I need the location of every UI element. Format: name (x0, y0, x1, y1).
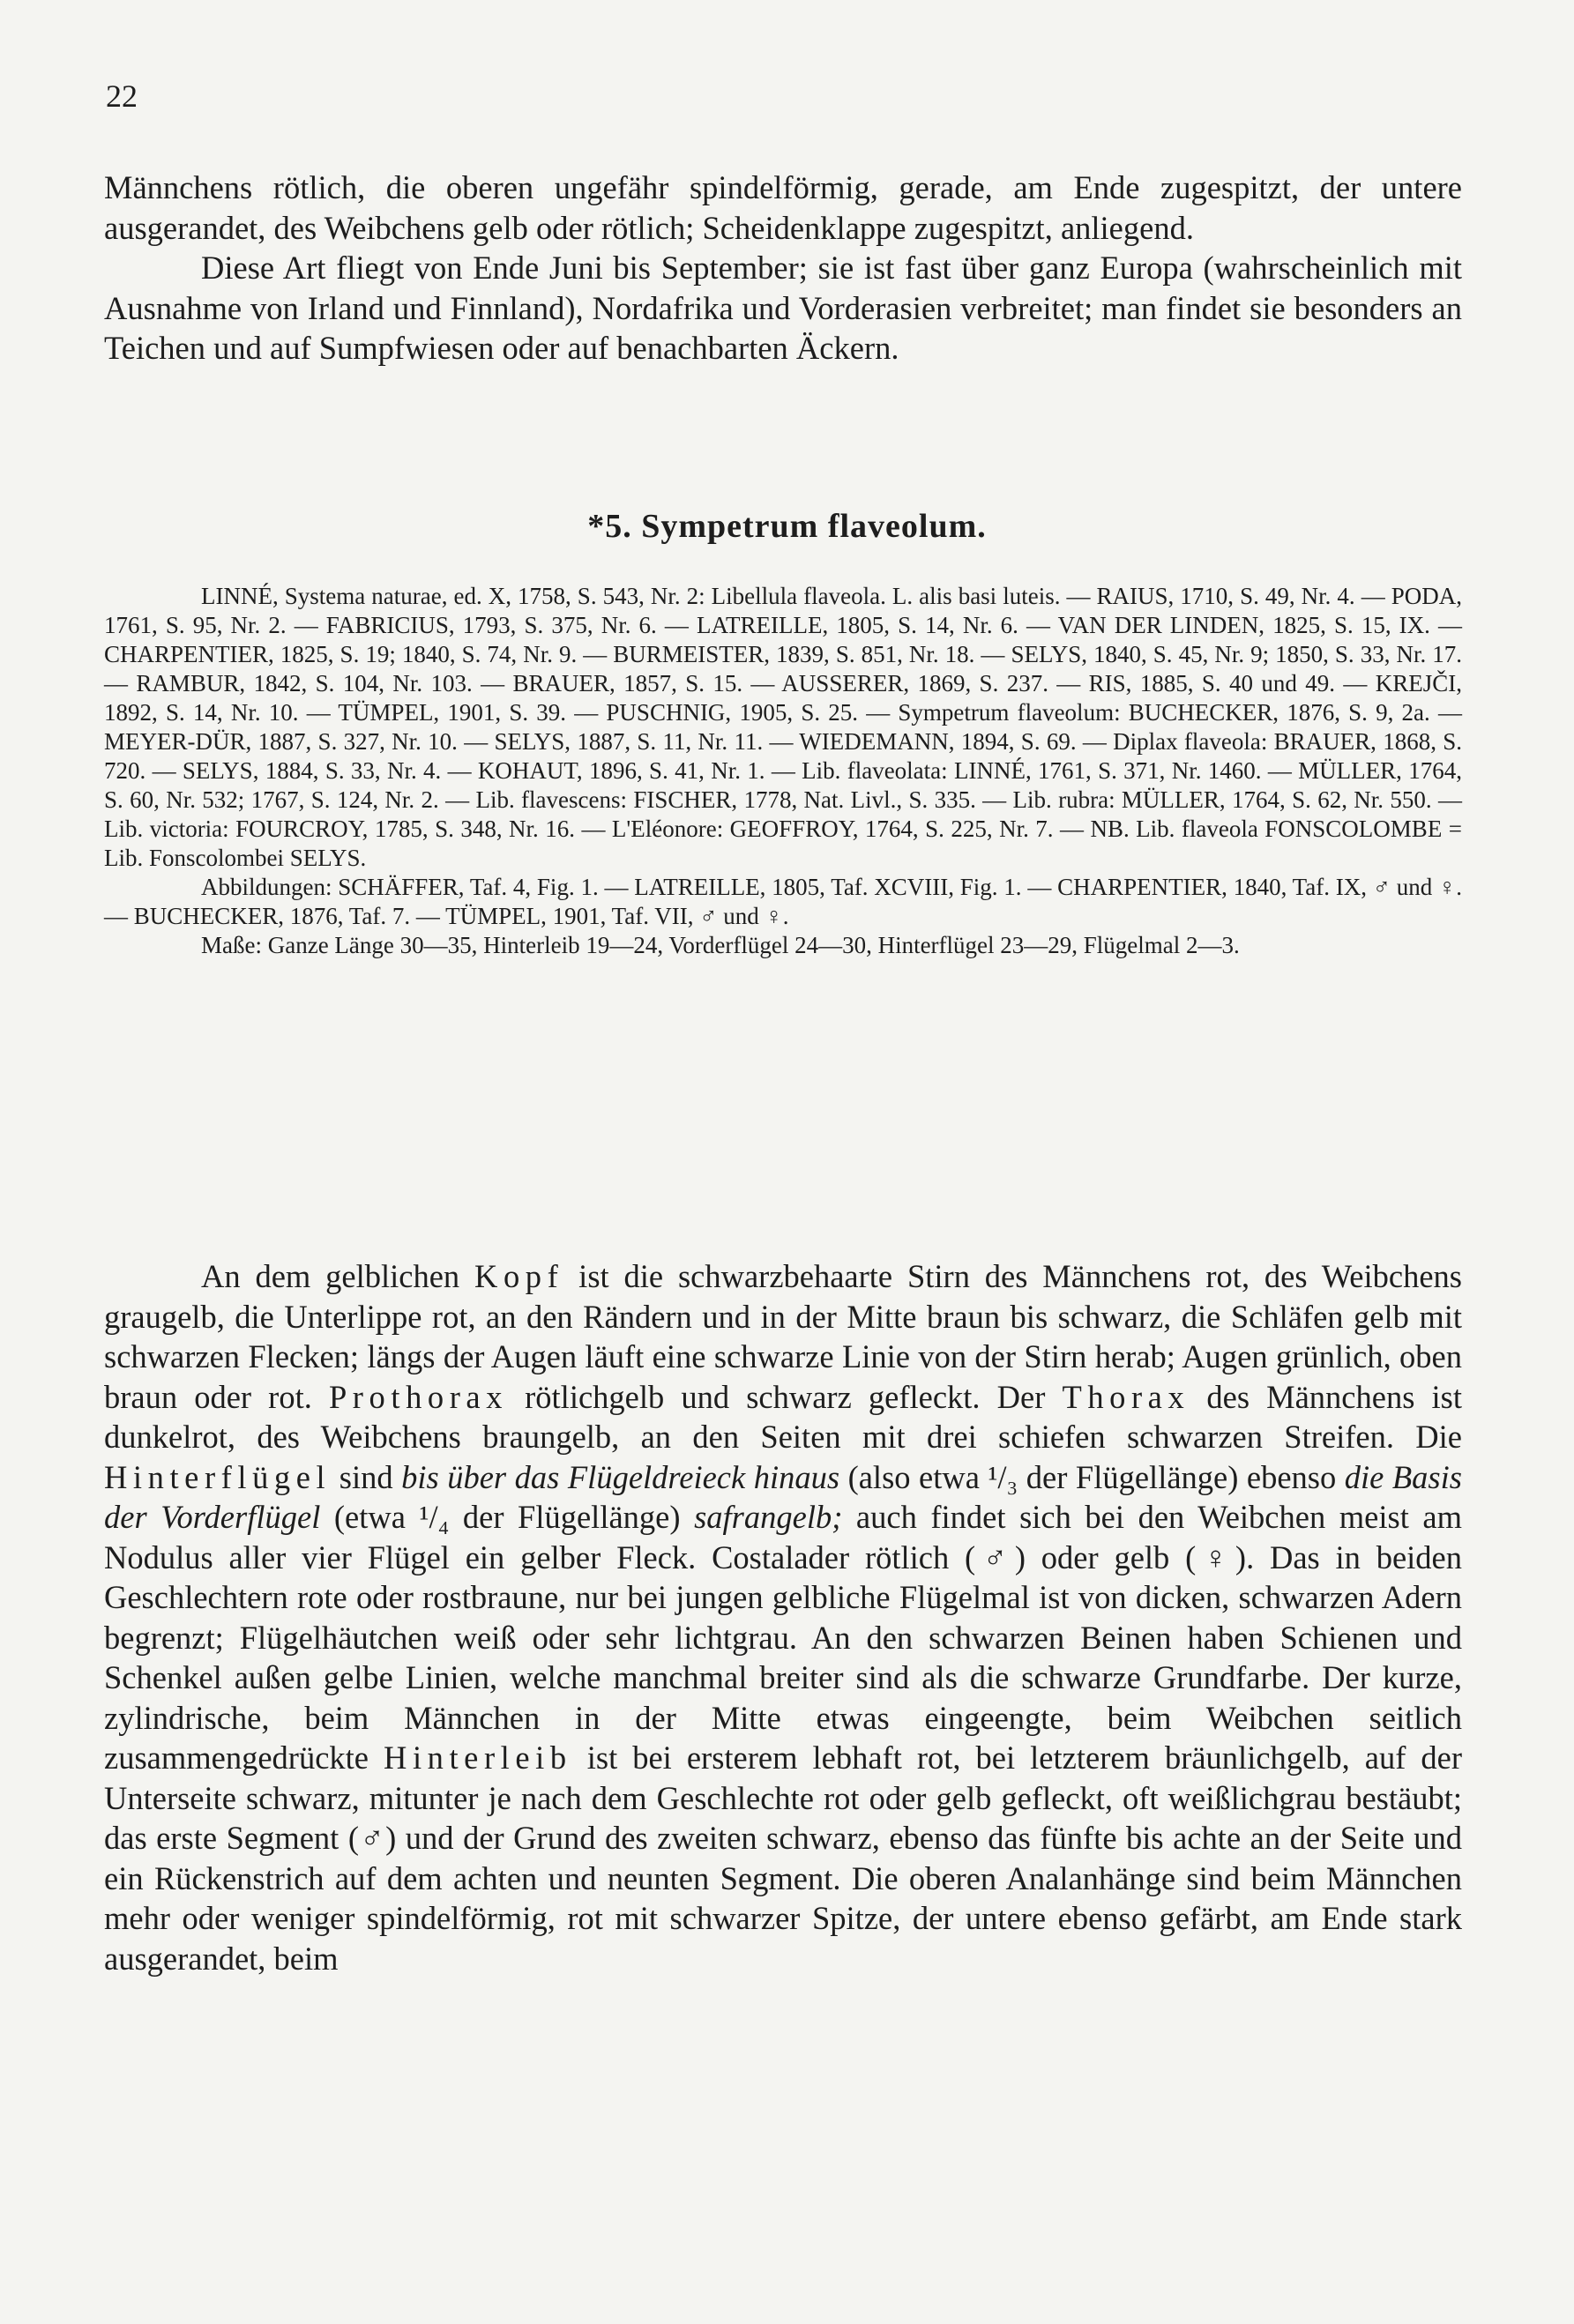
illustrations-paragraph: Abbildungen: SCHÄFFER, Taf. 4, Fig. 1. — LATREILLE, 1805, Taf. XCVIII, Fig. 1. — CHARPENTIER, 1840, Taf. IX, ♂ und ♀. — BUCHECKER, 1876, Taf. 7. — TÜMPEL, 1901, Taf. VII, ♂ und ♀. (104, 874, 1462, 929)
term-thorax: Thorax (1062, 1378, 1190, 1415)
references-section (104, 582, 1462, 960)
emphasis-2: die Basis der Vorderflügel (104, 1458, 1462, 1535)
term-kopf: Kopf (474, 1258, 564, 1294)
intro-paragraph-1: Männchens rötlich, die oberen ungefähr spindelförmig, gerade, am Ende zugespitzt, der untere ausgerandet, des Weibchens gelb oder rötlich; Scheidenklappe zugespitzt, anliegend. (104, 169, 1462, 246)
description-section (104, 1256, 1462, 1978)
desc-text-b: ist die schwarzbehaarte Stirn des Männchens rot, des Weibchens graugelb, die Unterlippe rot, an den Rändern und in der Mitte braun bis schwarz, die Schläfen gelb mit schwarzen Flecken; längs der Augen läuft eine schwarze Linie von der Stirn herab; Augen grünlich, oben braun oder rot. (104, 1258, 1462, 1415)
synonymy-paragraph: LINNÉ, Systema naturae, ed. X, 1758, S. 543, Nr. 2: Libellula flaveola. L. alis basi luteis. — RAIUS, 1710, S. 49, Nr. 4. — PODA, 1761, S. 95, Nr. 2. — FABRICIUS, 1793, S. 375, Nr. 6. — LATREILLE, 1805, S. 14, Nr. 6. — VAN DER LINDEN, 1825, S. 15, IX. — CHARPENTIER, 1825, S. 19; 1840, S. 74, Nr. 9. — BURMEISTER, 1839, S. 851, Nr. 18. — SELYS, 1840, S. 45, Nr. 9; 1850, S. 33, Nr. 17. — RAMBUR, 1842, S. 104, Nr. 103. — BRAUER, 1857, S. 15. — AUSSERER, 1869, S. 237. — RIS, 1885, S. 40 und 49. — KREJČI, 1892, S. 14, Nr. 10. — TÜMPEL, 1901, S. 39. — PUSCHNIG, 1905, S. 25. — Sympetrum flaveolum: BUCHECKER, 1876, S. 9, 2a. — MEYER-DÜR, 1887, S. 327, Nr. 10. — SELYS, 1887, S. 11, Nr. 11. — WIEDEMANN, 1894, S. 69. — Diplax flaveola: BRAUER, 1868, S. 720. — SELYS, 1884, S. 33, Nr. 4. — KOHAUT, 1896, S. 41, Nr. 1. — Lib. flaveolata: LINNÉ, 1761, S. 371, Nr. 1460. — MÜLLER, 1764, S. 60, Nr. 532; 1767, S. 124, Nr. 2. — Lib. flavescens: FISCHER, 1778, Nat. Livl., S. 335. — Lib. rubra: MÜLLER, 1764, S. 62, Nr. 550. — Lib. victoria: FOURCROY, 1785, S. 348, Nr. 16. — L'Eléonore: GEOFFROY, 1764, S. 225, Nr. 7. — NB. Lib. flaveola FONSCOLOMBE = Lib. Fonscolombei SELYS. (104, 583, 1462, 871)
term-prothorax: Prothorax (328, 1378, 509, 1415)
page-number: 22 (106, 78, 138, 114)
measurements-paragraph: Maße: Ganze Länge 30—35, Hinterleib 19—24, Vorderflügel 24—30, Hinterflügel 23—29, Flügelmal 2—3. (201, 932, 1240, 958)
desc-text-d: des Männchens ist dunkelrot, des Weibchens braungelb, an den Seiten mit drei schiefen schwarzen Streifen. Die (104, 1378, 1462, 1455)
emphasis-1: bis über das Flügeldreieck hinaus (401, 1458, 840, 1495)
desc-text-i: ist bei ersterem lebhaft rot, bei letzterem bräunlichgelb, auf der Unterseite schwarz, mitunter je nach dem Geschlechte rot oder gelb gefleckt, oft weißlichgrau bestäubt; das erste Segment (♂) und der Grund des zweiten schwarz, ebenso das fünfte bis achte an der Seite und ein Rückenstrich auf dem achten und neunten Segment. Die oberen Analanhänge sind beim Männchen mehr oder weniger spindelförmig, rot mit schwarzer Spitze, der untere ebenso gefärbt, am Ende stark ausgerandet, beim (104, 1739, 1463, 1977)
desc-text-a: An dem gelblichen (201, 1258, 475, 1294)
species-heading: *5. Sympetrum flaveolum. (587, 508, 987, 545)
desc-text-e: sind (331, 1458, 402, 1495)
desc-text-h: auch findet sich bei den Weibchen meist am Nodulus aller vier Flügel ein gelber Fleck. Costalader rötlich (♂) oder gelb (♀). Das in beiden Geschlechtern rote oder rostbraune, nur bei jungen gelbliche Flügelmal ist von dicken, schwarzen Adern begrenzt; Flügelhäutchen weiß oder sehr lichtgrau. An den schwarzen Beinen haben Schienen und Schenkel außen gelbe Linien, welche manchmal breiter sind als die schwarze Grundfarbe. Der kurze, zylindrische, beim Männchen in der Mitte etwas eingeengte, beim Weibchen seitlich zusammengedrückte (104, 1499, 1462, 1776)
desc-text-c: rötlichgelb und schwarz gefleckt. Der (508, 1378, 1063, 1415)
emphasis-3: safrangelb; (694, 1499, 843, 1535)
term-hinterleib: Hinterleib (384, 1739, 572, 1776)
term-hinterfluegel: Hinterflügel (104, 1458, 332, 1495)
desc-text-g: (etwa ¹/₄ der Flügellänge) (320, 1499, 695, 1535)
intro-paragraph-2: Diese Art fliegt von Ende Juni bis September; sie ist fast über ganz Europa (wahrscheinlich mit Ausnahme von Irland und Finnland), Nordafrika und Vorderasien verbreitet; man findet sie besonders an Teichen und auf Sumpfwiesen oder auf benachbarten Äckern. (104, 250, 1462, 366)
intro-section (104, 168, 1462, 369)
description-paragraph (104, 1256, 1462, 1978)
desc-text-f: (also etwa ¹/₃ der Flügellänge) ebenso (839, 1458, 1345, 1495)
